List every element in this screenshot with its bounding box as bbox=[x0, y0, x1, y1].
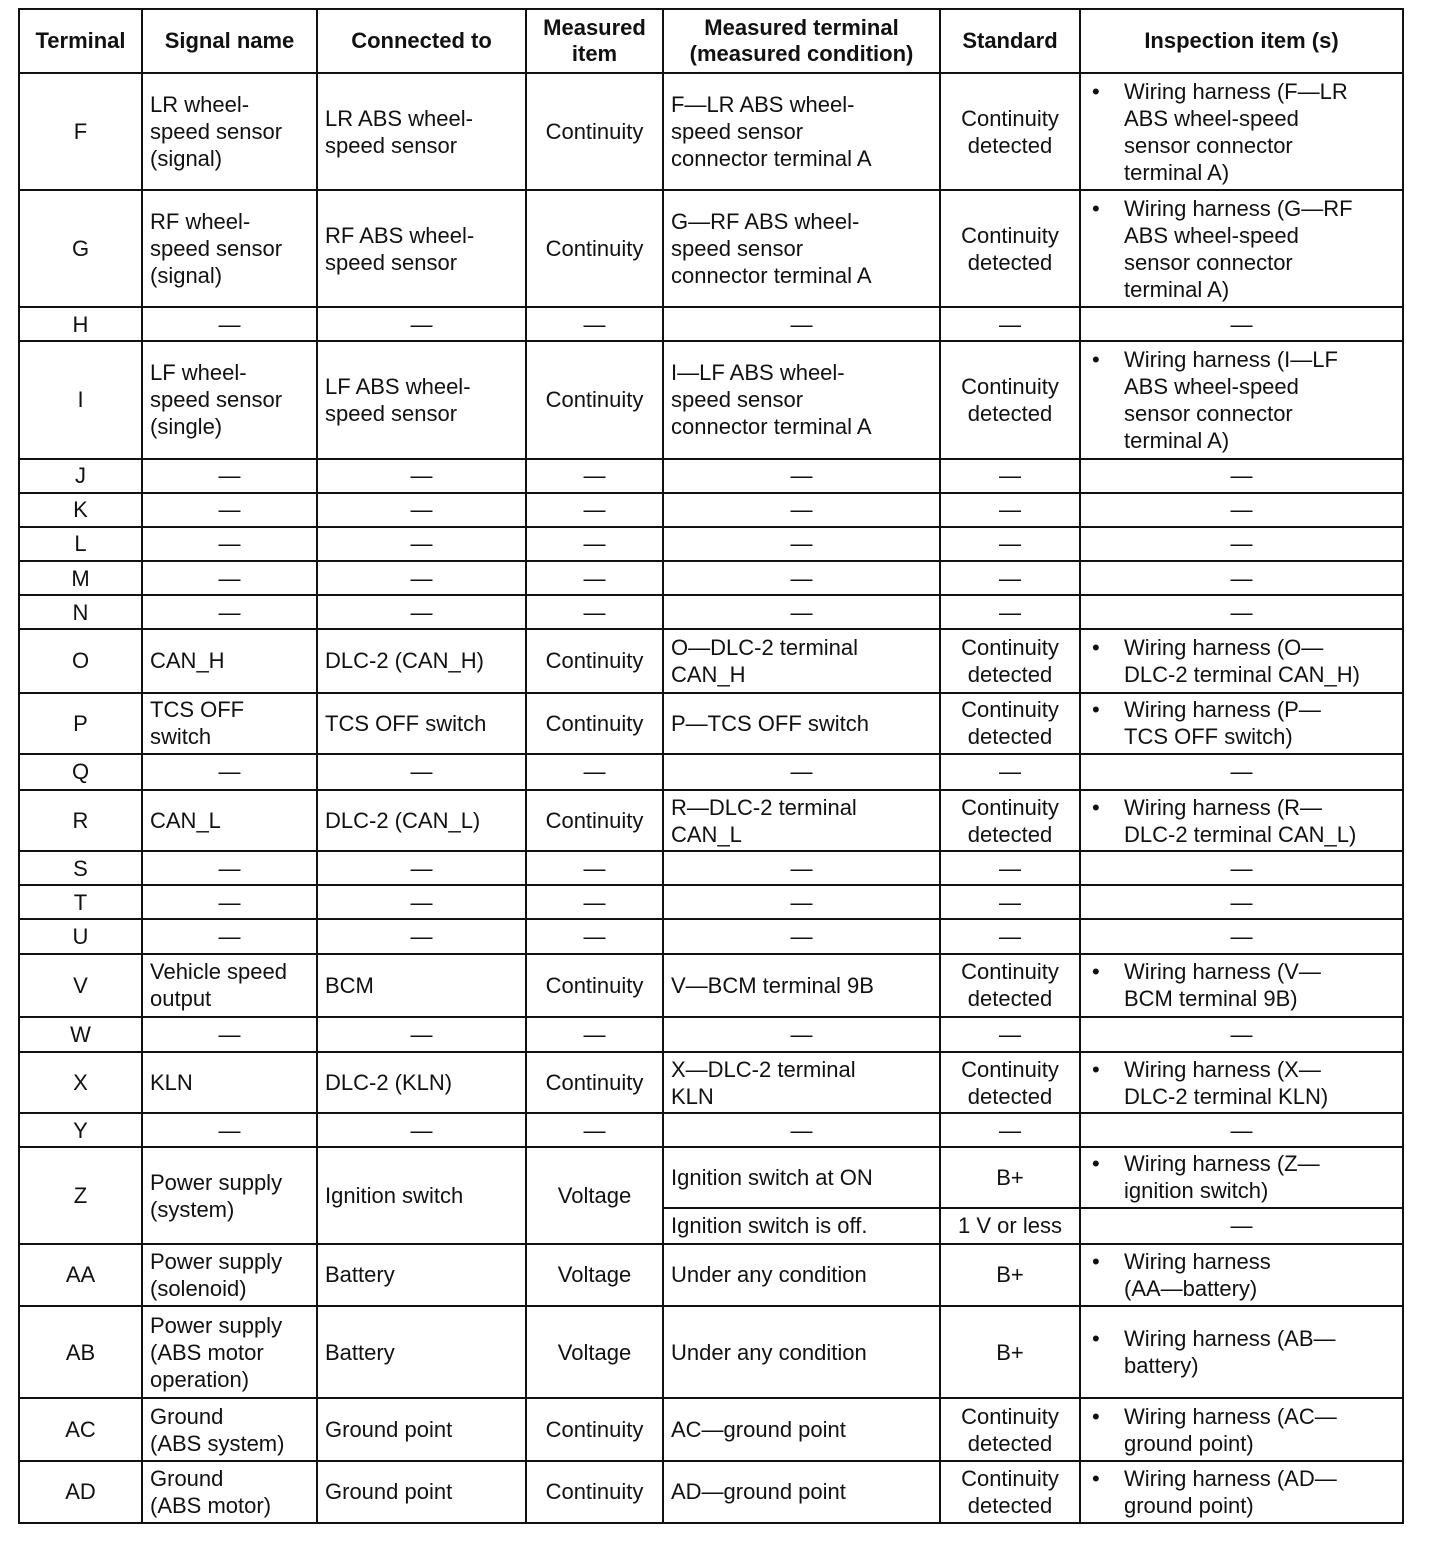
inspection-bullet-item bbox=[1088, 195, 1395, 303]
inspection-cell bbox=[1080, 73, 1403, 190]
measured-terminal-cell: — bbox=[663, 754, 940, 790]
standard-cell: — bbox=[940, 595, 1080, 629]
signal-name-cell: — bbox=[142, 919, 317, 953]
standard-cell: — bbox=[940, 851, 1080, 885]
inspection-cell: — bbox=[1080, 1113, 1403, 1147]
terminal-cell: L bbox=[19, 527, 142, 561]
table-row bbox=[19, 341, 1403, 458]
inspection-bullet-item bbox=[1088, 1150, 1395, 1204]
inspection-cell bbox=[1080, 1461, 1403, 1523]
connected-to-cell: DLC-2 (CAN_L) bbox=[317, 790, 526, 851]
measured-terminal-cell: AC—ground point bbox=[663, 1398, 940, 1460]
inspection-cell bbox=[1080, 190, 1403, 306]
header-measured-item: Measured item bbox=[526, 9, 663, 73]
terminal-cell: R bbox=[19, 790, 142, 851]
standard-cell: — bbox=[940, 919, 1080, 953]
measured-terminal-cell: — bbox=[663, 459, 940, 493]
connected-to-cell: DLC-2 (KLN) bbox=[317, 1052, 526, 1113]
measured-terminal-cell: Ignition switch is off. bbox=[663, 1208, 940, 1244]
inspection-text: Wiring harness (AC— ground point) bbox=[1124, 1403, 1337, 1456]
inspection-text: Wiring harness (R— DLC-2 terminal CAN_L) bbox=[1124, 794, 1357, 847]
measured-item-cell: — bbox=[526, 1113, 663, 1147]
terminal-inspection-table bbox=[18, 8, 1404, 1524]
standard-cell: B+ bbox=[940, 1147, 1080, 1207]
connected-to-cell: TCS OFF switch bbox=[317, 693, 526, 754]
standard-cell: Continuity detected bbox=[940, 190, 1080, 306]
measured-item-cell: Voltage bbox=[526, 1306, 663, 1398]
measured-terminal-cell: — bbox=[663, 527, 940, 561]
inspection-cell: — bbox=[1080, 307, 1403, 341]
measured-terminal-cell: — bbox=[663, 851, 940, 885]
standard-cell: Continuity detected bbox=[940, 341, 1080, 458]
measured-terminal-cell: — bbox=[663, 1113, 940, 1147]
bullet-icon: • bbox=[1092, 78, 1100, 104]
signal-name-cell: Vehicle speed output bbox=[142, 954, 317, 1017]
measured-item-cell: — bbox=[526, 754, 663, 790]
standard-cell: Continuity detected bbox=[940, 954, 1080, 1017]
table-row bbox=[19, 595, 1403, 629]
signal-name-cell: Ground (ABS motor) bbox=[142, 1461, 317, 1523]
inspection-text: Wiring harness (F—LR ABS wheel-speed sensor connector terminal A) bbox=[1124, 78, 1348, 185]
inspection-bullet-item bbox=[1088, 1056, 1395, 1110]
signal-name-cell: Ground (ABS system) bbox=[142, 1398, 317, 1460]
signal-name-cell: LR wheel- speed sensor (signal) bbox=[142, 73, 317, 190]
measured-item-cell: — bbox=[526, 1017, 663, 1052]
measured-terminal-cell: Under any condition bbox=[663, 1306, 940, 1398]
connected-to-cell: — bbox=[317, 493, 526, 527]
inspection-cell: — bbox=[1080, 754, 1403, 790]
bullet-icon: • bbox=[1092, 794, 1100, 820]
inspection-cell: — bbox=[1080, 919, 1403, 953]
connected-to-cell: Ground point bbox=[317, 1461, 526, 1523]
table-row bbox=[19, 493, 1403, 527]
connected-to-cell: Battery bbox=[317, 1244, 526, 1306]
table-row bbox=[19, 459, 1403, 493]
inspection-cell bbox=[1080, 629, 1403, 692]
signal-name-cell: — bbox=[142, 851, 317, 885]
standard-cell: Continuity detected bbox=[940, 73, 1080, 190]
standard-cell: — bbox=[940, 1113, 1080, 1147]
terminal-cell: U bbox=[19, 919, 142, 953]
measured-terminal-cell: Ignition switch at ON bbox=[663, 1147, 940, 1207]
measured-terminal-cell: — bbox=[663, 885, 940, 919]
inspection-cell bbox=[1080, 1306, 1403, 1398]
measured-terminal-cell: R—DLC-2 terminal CAN_L bbox=[663, 790, 940, 851]
measured-item-cell: Continuity bbox=[526, 1398, 663, 1460]
signal-name-cell: — bbox=[142, 885, 317, 919]
measured-item-cell: Continuity bbox=[526, 341, 663, 458]
measured-terminal-cell: G—RF ABS wheel- speed sensor connector terminal A bbox=[663, 190, 940, 306]
connected-to-cell: DLC-2 (CAN_H) bbox=[317, 629, 526, 692]
inspection-cell bbox=[1080, 954, 1403, 1017]
table-row bbox=[19, 1017, 1403, 1052]
terminal-cell: AD bbox=[19, 1461, 142, 1523]
signal-name-cell: Power supply (system) bbox=[142, 1147, 317, 1243]
inspection-cell: — bbox=[1080, 595, 1403, 629]
standard-cell: Continuity detected bbox=[940, 790, 1080, 851]
standard-cell: Continuity detected bbox=[940, 693, 1080, 754]
table-row bbox=[19, 1113, 1403, 1147]
connected-to-cell: — bbox=[317, 754, 526, 790]
inspection-cell bbox=[1080, 693, 1403, 754]
measured-terminal-cell: — bbox=[663, 561, 940, 595]
inspection-text: Wiring harness (Z— ignition switch) bbox=[1124, 1151, 1320, 1204]
connected-to-cell: — bbox=[317, 1017, 526, 1052]
bullet-icon: • bbox=[1092, 634, 1100, 660]
connected-to-cell: Ignition switch bbox=[317, 1147, 526, 1243]
table-row bbox=[19, 307, 1403, 341]
terminal-cell: M bbox=[19, 561, 142, 595]
standard-cell: — bbox=[940, 307, 1080, 341]
measured-terminal-cell: — bbox=[663, 1017, 940, 1052]
terminal-cell: Q bbox=[19, 754, 142, 790]
signal-name-cell: — bbox=[142, 459, 317, 493]
bullet-icon: • bbox=[1092, 346, 1100, 372]
signal-name-cell: LF wheel- speed sensor (single) bbox=[142, 341, 317, 458]
header-standard: Standard bbox=[940, 9, 1080, 73]
table-row bbox=[19, 693, 1403, 754]
inspection-cell bbox=[1080, 1398, 1403, 1460]
measured-terminal-cell: AD—ground point bbox=[663, 1461, 940, 1523]
standard-cell: 1 V or less bbox=[940, 1208, 1080, 1244]
table-row bbox=[19, 527, 1403, 561]
measured-item-cell: — bbox=[526, 493, 663, 527]
terminal-cell: AA bbox=[19, 1244, 142, 1306]
signal-name-cell: — bbox=[142, 754, 317, 790]
connected-to-cell: BCM bbox=[317, 954, 526, 1017]
measured-terminal-cell: I—LF ABS wheel- speed sensor connector terminal A bbox=[663, 341, 940, 458]
inspection-bullet-item bbox=[1088, 1465, 1395, 1519]
signal-name-cell: RF wheel- speed sensor (signal) bbox=[142, 190, 317, 306]
inspection-bullet-item bbox=[1088, 1403, 1395, 1457]
table-row bbox=[19, 73, 1403, 190]
standard-cell: Continuity detected bbox=[940, 1461, 1080, 1523]
terminal-cell: N bbox=[19, 595, 142, 629]
bullet-icon: • bbox=[1092, 1403, 1100, 1429]
measured-item-cell: Continuity bbox=[526, 190, 663, 306]
measured-item-cell: Voltage bbox=[526, 1147, 663, 1243]
inspection-bullet-item bbox=[1088, 958, 1395, 1012]
measured-item-cell: — bbox=[526, 885, 663, 919]
inspection-text: Wiring harness (I—LF ABS wheel-speed sensor connector terminal A) bbox=[1124, 346, 1338, 453]
inspection-bullet-item bbox=[1088, 78, 1395, 186]
table-row bbox=[19, 1244, 1403, 1306]
connected-to-cell: Ground point bbox=[317, 1398, 526, 1460]
measured-item-cell: — bbox=[526, 459, 663, 493]
inspection-cell: — bbox=[1080, 1017, 1403, 1052]
inspection-text: Wiring harness (P— TCS OFF switch) bbox=[1124, 697, 1321, 750]
header-measured-terminal: Measured terminal (measured condition) bbox=[663, 9, 940, 73]
signal-name-cell: — bbox=[142, 307, 317, 341]
signal-name-cell: CAN_L bbox=[142, 790, 317, 851]
connected-to-cell: — bbox=[317, 527, 526, 561]
inspection-bullet-item bbox=[1088, 794, 1395, 848]
table-row bbox=[19, 919, 1403, 953]
inspection-text: Wiring harness (G—RF ABS wheel-speed sensor connector terminal A) bbox=[1124, 195, 1353, 302]
inspection-cell: — bbox=[1080, 851, 1403, 885]
standard-cell: — bbox=[940, 754, 1080, 790]
table-row bbox=[19, 754, 1403, 790]
signal-name-cell: — bbox=[142, 595, 317, 629]
signal-name-cell: — bbox=[142, 1113, 317, 1147]
signal-name-cell: — bbox=[142, 493, 317, 527]
signal-name-cell: — bbox=[142, 527, 317, 561]
inspection-cell bbox=[1080, 1052, 1403, 1113]
signal-name-cell: Power supply (solenoid) bbox=[142, 1244, 317, 1306]
connected-to-cell: LR ABS wheel- speed sensor bbox=[317, 73, 526, 190]
header-row bbox=[19, 9, 1403, 73]
measured-terminal-cell: O—DLC-2 terminal CAN_H bbox=[663, 629, 940, 692]
bullet-icon: • bbox=[1092, 1056, 1100, 1082]
inspection-cell: — bbox=[1080, 885, 1403, 919]
standard-cell: Continuity detected bbox=[940, 1052, 1080, 1113]
measured-item-cell: Continuity bbox=[526, 629, 663, 692]
inspection-cell bbox=[1080, 341, 1403, 458]
standard-cell: B+ bbox=[940, 1306, 1080, 1398]
bullet-icon: • bbox=[1092, 697, 1100, 723]
measured-item-cell: Continuity bbox=[526, 790, 663, 851]
measured-item-cell: — bbox=[526, 851, 663, 885]
inspection-bullet-item bbox=[1088, 1325, 1395, 1379]
signal-name-cell: KLN bbox=[142, 1052, 317, 1113]
measured-item-cell: — bbox=[526, 527, 663, 561]
signal-name-cell: CAN_H bbox=[142, 629, 317, 692]
table-row bbox=[19, 790, 1403, 851]
standard-cell: — bbox=[940, 1017, 1080, 1052]
measured-item-cell: Continuity bbox=[526, 954, 663, 1017]
bullet-icon: • bbox=[1092, 1151, 1100, 1177]
bullet-icon: • bbox=[1092, 195, 1100, 221]
header-signal-name: Signal name bbox=[142, 9, 317, 73]
signal-name-cell: TCS OFF switch bbox=[142, 693, 317, 754]
bullet-icon: • bbox=[1092, 1248, 1100, 1274]
connected-to-cell: — bbox=[317, 885, 526, 919]
inspection-cell: — bbox=[1080, 561, 1403, 595]
measured-item-cell: — bbox=[526, 561, 663, 595]
standard-cell: — bbox=[940, 885, 1080, 919]
terminal-cell: AC bbox=[19, 1398, 142, 1460]
signal-name-cell: — bbox=[142, 1017, 317, 1052]
table-row bbox=[19, 1147, 1403, 1207]
bullet-icon: • bbox=[1092, 1465, 1100, 1491]
table-row bbox=[19, 851, 1403, 885]
table-body bbox=[19, 73, 1403, 1523]
standard-cell: Continuity detected bbox=[940, 1398, 1080, 1460]
measured-item-cell: Voltage bbox=[526, 1244, 663, 1306]
connected-to-cell: — bbox=[317, 851, 526, 885]
connected-to-cell: — bbox=[317, 561, 526, 595]
measured-terminal-cell: P—TCS OFF switch bbox=[663, 693, 940, 754]
measured-terminal-cell: — bbox=[663, 307, 940, 341]
table-row bbox=[19, 1306, 1403, 1398]
terminal-cell: Z bbox=[19, 1147, 142, 1243]
inspection-bullet-item bbox=[1088, 696, 1395, 750]
standard-cell: Continuity detected bbox=[940, 629, 1080, 692]
inspection-text: Wiring harness (V— BCM terminal 9B) bbox=[1124, 959, 1321, 1012]
terminal-cell: V bbox=[19, 954, 142, 1017]
measured-item-cell: — bbox=[526, 919, 663, 953]
measured-terminal-cell: — bbox=[663, 493, 940, 527]
measured-terminal-cell: F—LR ABS wheel- speed sensor connector terminal A bbox=[663, 73, 940, 190]
standard-cell: — bbox=[940, 561, 1080, 595]
standard-cell: B+ bbox=[940, 1244, 1080, 1306]
inspection-cell: — bbox=[1080, 493, 1403, 527]
measured-item-cell: Continuity bbox=[526, 1461, 663, 1523]
measured-terminal-cell: — bbox=[663, 595, 940, 629]
inspection-cell: — bbox=[1080, 1208, 1403, 1244]
header-connected-to: Connected to bbox=[317, 9, 526, 73]
terminal-cell: G bbox=[19, 190, 142, 306]
measured-item-cell: Continuity bbox=[526, 73, 663, 190]
inspection-text: Wiring harness (AA—battery) bbox=[1124, 1248, 1271, 1301]
table-row bbox=[19, 954, 1403, 1017]
connected-to-cell: — bbox=[317, 595, 526, 629]
measured-item-cell: — bbox=[526, 307, 663, 341]
standard-cell: — bbox=[940, 459, 1080, 493]
header-inspection-items: Inspection item (s) bbox=[1080, 9, 1403, 73]
table-row bbox=[19, 561, 1403, 595]
inspection-bullet-item bbox=[1088, 346, 1395, 454]
terminal-cell: J bbox=[19, 459, 142, 493]
inspection-cell bbox=[1080, 1244, 1403, 1306]
bullet-icon: • bbox=[1092, 959, 1100, 985]
inspection-bullet-item bbox=[1088, 634, 1395, 688]
connected-to-cell: — bbox=[317, 459, 526, 493]
inspection-bullet-item bbox=[1088, 1248, 1395, 1302]
inspection-cell bbox=[1080, 1147, 1403, 1207]
measured-terminal-cell: Under any condition bbox=[663, 1244, 940, 1306]
measured-terminal-cell: V—BCM terminal 9B bbox=[663, 954, 940, 1017]
standard-cell: — bbox=[940, 527, 1080, 561]
terminal-cell: I bbox=[19, 341, 142, 458]
connected-to-cell: Battery bbox=[317, 1306, 526, 1398]
terminal-cell: O bbox=[19, 629, 142, 692]
measured-terminal-cell: — bbox=[663, 919, 940, 953]
terminal-cell: H bbox=[19, 307, 142, 341]
inspection-cell: — bbox=[1080, 527, 1403, 561]
terminal-cell: AB bbox=[19, 1306, 142, 1398]
terminal-cell: K bbox=[19, 493, 142, 527]
inspection-text: Wiring harness (AB— battery) bbox=[1124, 1326, 1336, 1379]
table-row bbox=[19, 629, 1403, 692]
table-row bbox=[19, 190, 1403, 306]
connected-to-cell: LF ABS wheel- speed sensor bbox=[317, 341, 526, 458]
connected-to-cell: — bbox=[317, 307, 526, 341]
inspection-text: Wiring harness (O— DLC-2 terminal CAN_H) bbox=[1124, 634, 1360, 687]
connected-to-cell: RF ABS wheel- speed sensor bbox=[317, 190, 526, 306]
connected-to-cell: — bbox=[317, 1113, 526, 1147]
terminal-cell: W bbox=[19, 1017, 142, 1052]
terminal-cell: X bbox=[19, 1052, 142, 1113]
inspection-text: Wiring harness (X— DLC-2 terminal KLN) bbox=[1124, 1056, 1329, 1109]
signal-name-cell: — bbox=[142, 561, 317, 595]
terminal-cell: S bbox=[19, 851, 142, 885]
measured-item-cell: Continuity bbox=[526, 693, 663, 754]
bullet-icon: • bbox=[1092, 1326, 1100, 1352]
measured-item-cell: — bbox=[526, 595, 663, 629]
inspection-text: Wiring harness (AD— ground point) bbox=[1124, 1465, 1337, 1518]
table-row bbox=[19, 1461, 1403, 1523]
inspection-cell: — bbox=[1080, 459, 1403, 493]
terminal-cell: F bbox=[19, 73, 142, 190]
standard-cell: — bbox=[940, 493, 1080, 527]
terminal-cell: Y bbox=[19, 1113, 142, 1147]
inspection-cell bbox=[1080, 790, 1403, 851]
terminal-cell: T bbox=[19, 885, 142, 919]
terminal-cell: P bbox=[19, 693, 142, 754]
table-row bbox=[19, 885, 1403, 919]
header-terminal: Terminal bbox=[19, 9, 142, 73]
table-row bbox=[19, 1052, 1403, 1113]
measured-item-cell: Continuity bbox=[526, 1052, 663, 1113]
connected-to-cell: — bbox=[317, 919, 526, 953]
measured-terminal-cell: X—DLC-2 terminal KLN bbox=[663, 1052, 940, 1113]
signal-name-cell: Power supply (ABS motor operation) bbox=[142, 1306, 317, 1398]
table-row bbox=[19, 1398, 1403, 1460]
